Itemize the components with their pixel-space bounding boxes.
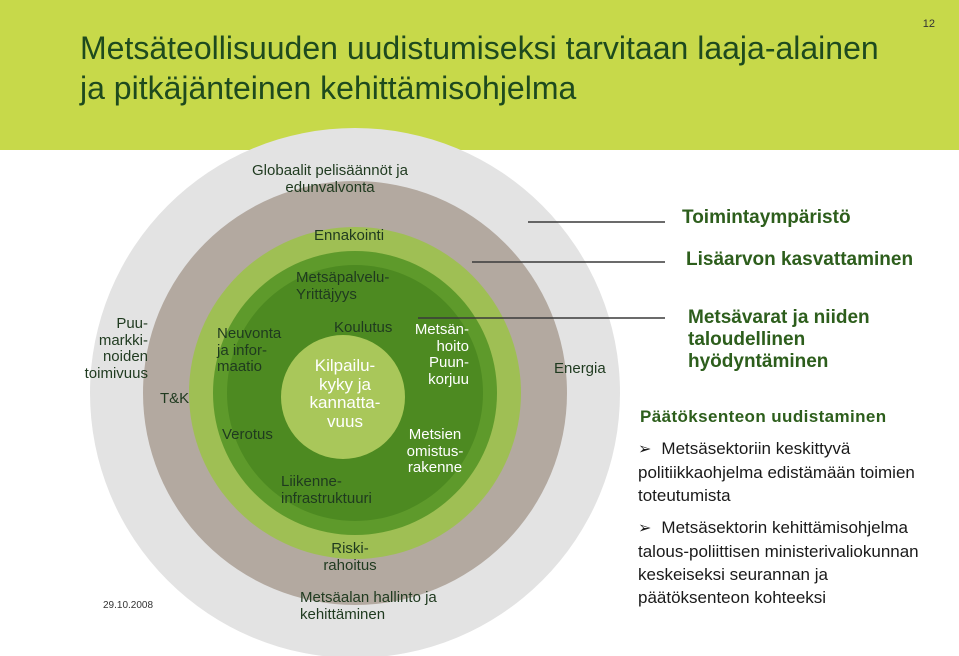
label-metsaalan-hallinto: Metsäalan hallinto ja kehittäminen (300, 589, 437, 623)
label-tk: T&K (160, 390, 190, 407)
arrow-bullet-icon: ➢ (638, 441, 652, 458)
slide-title: Metsäteollisuuden uudistumiseksi tarvitaan laaja-alainen ja pitkäjänteinen kehittämisohjelma (80, 30, 879, 106)
label-neuvonta: Neuvonta ja infor- maatio (217, 325, 282, 375)
arrow-bullet-icon: ➢ (638, 520, 652, 537)
label-liikenneinfrastruktuuri: Liikenne- infrastruktuuri (281, 473, 372, 507)
label-toimintaymparisto: Toimintaympäristö (682, 207, 851, 228)
label-riskirahoitus: Riski- rahoitus (323, 540, 377, 574)
label-lisaarvon-kasvattaminen: Lisäarvon kasvattaminen (686, 249, 914, 270)
label-globaalit-pelisaannot: Globaalit pelisäännöt ja edunvalvonta (252, 162, 408, 196)
page-number: 12 (922, 18, 935, 30)
label-metsanhoito-puunkorjuu: Metsän- hoito Puun- korjuu (414, 321, 469, 388)
label-metsien-omistusrakenne: Metsien omistus- rakenne (406, 426, 464, 476)
label-metsavarat: Metsävarat ja niiden taloudellinen hyödyntäminen (688, 307, 870, 372)
section-title-paatoksenteon-uudistaminen: Päätöksenteon uudistaminen (640, 407, 887, 426)
label-ennakointi: Ennakointi (314, 227, 385, 244)
label-kilpailukyky: Kilpailu- kyky ja kannatta- vuus (309, 356, 381, 432)
label-energia: Energia (554, 360, 606, 377)
label-verotus: Verotus (222, 426, 273, 443)
bullet-item: ➢ Metsäsektoriin keskittyvä politiikkaohjelma edistämään toimien toteutumista (638, 439, 915, 505)
slide-date: 29.10.2008 (103, 600, 154, 611)
label-puumarkkinoiden-toimivuus: Puu- markki- noiden toimivuus (84, 315, 148, 382)
label-koulutus: Koulutus (334, 319, 393, 336)
label-metsapalvelu-yrittajyys: Metsäpalvelu- Yrittäjyys (296, 269, 390, 303)
bullet-item: ➢ Metsäsektorin kehittämisohjelma talous-poliittisen ministerivaliokunnan keskeiseksi seurannan ja päätöksenteon kohteeksi (638, 518, 919, 607)
